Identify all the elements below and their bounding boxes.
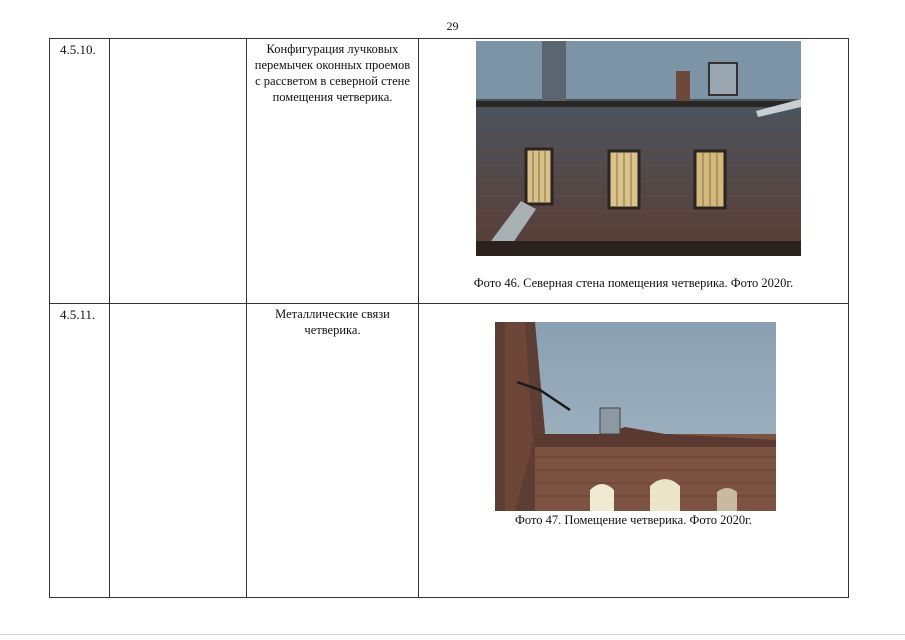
photo-caption: Фото 47. Помещение четверика. Фото 2020г. [515,513,752,527]
document-table [49,38,849,598]
empty-cell [110,304,247,598]
photo-quadrangle-interior [495,322,776,511]
row-index: 4.5.10. [50,39,110,303]
empty-cell [110,39,247,303]
page-number: 29 [446,19,459,33]
photo-cell [419,39,848,303]
photo-cell [419,304,848,598]
table-row [50,39,848,304]
row-description: Конфигурация лучковых перемычек оконных проемов с рассветом в северной стене помещения четверика. [247,39,419,303]
photo-caption: Фото 46. Северная стена помещения четверика. Фото 2020г. [473,276,794,290]
row-index: 4.5.11. [50,304,110,598]
page-edge-divider [0,634,905,635]
table-row [50,304,848,598]
row-description: Металлические связи четверика. [247,304,419,598]
photo-north-wall [476,41,801,256]
